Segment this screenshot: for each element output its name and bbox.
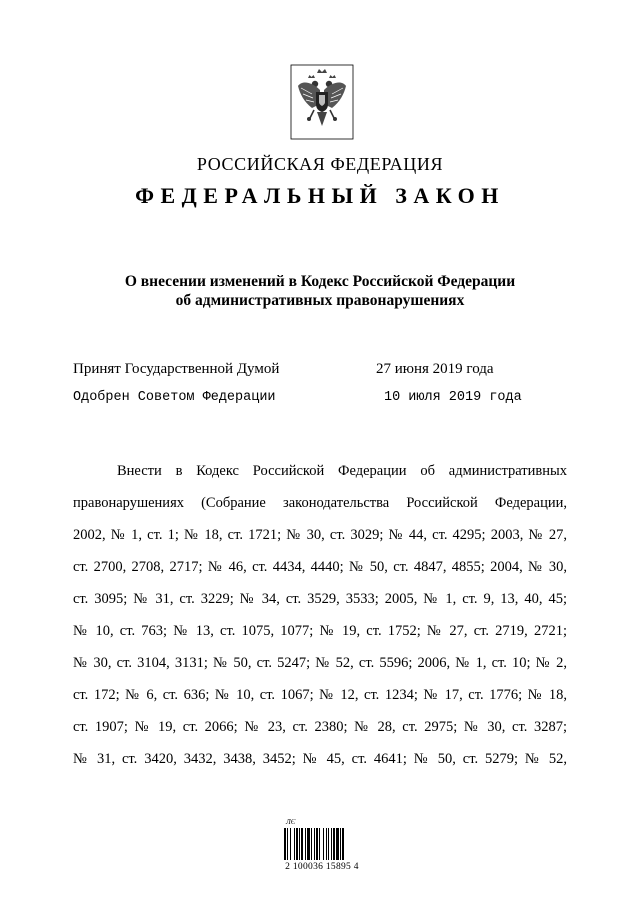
law-title-line-2: об административных правонарушениях <box>175 292 465 309</box>
body-line: правонарушениях (Собрание законодательства Российской Федерации, <box>73 495 567 511</box>
body-line: ст. 1907; № 19, ст. 2066; № 23, ст. 2380; № 28, ст. 2975; № 30, ст. 3287; <box>73 719 567 735</box>
body-line: ст. 3095; № 31, ст. 3229; № 34, ст. 3529, 3533; 2005, № 1, ст. 9, 13, 40, 45; <box>73 591 567 607</box>
body-line: Внести в Кодекс Российской Федерации об административных <box>117 463 567 479</box>
law-title <box>60 272 580 310</box>
approved-by-council-label: Одобрен Советом Федерации <box>73 390 276 405</box>
country-name: РОССИЙСКАЯ ФЕДЕРАЦИЯ <box>196 154 444 174</box>
barcode-block <box>280 818 364 878</box>
adopted-by-duma-label: Принят Государственной Думой <box>73 361 280 377</box>
body-line: № 10, ст. 763; № 13, ст. 1075, 1077; № 19, ст. 1752; № 27, ст. 2719, 2721; <box>73 623 567 639</box>
body-line: 2002, № 1, ст. 1; № 18, ст. 1721; № 30, ст. 3029; № 44, ст. 4295; 2003, № 27, <box>73 527 567 543</box>
barcode-handwritten-mark: ЛЄ <box>286 818 296 826</box>
barcode-number: 2 100036 15895 4 <box>285 862 359 872</box>
adopted-date: 27 июня 2019 года <box>376 361 494 377</box>
body-line: № 31, ст. 3420, 3432, 3438, 3452; № 45, ст. 4641; № 50, ст. 5279; № 52, <box>73 751 567 767</box>
approved-date: 10 июля 2019 года <box>384 390 522 405</box>
law-title-line-1: О внесении изменений в Кодекс Российской Федерации <box>124 273 516 290</box>
law-type-heading: ФЕДЕРАЛЬНЫЙ ЗАКОН <box>135 183 505 208</box>
body-line: № 30, ст. 3104, 3131; № 50, ст. 5247; № 52, ст. 5596; 2006, № 1, ст. 10; № 2, <box>73 655 567 671</box>
body-line: ст. 172; № 6, ст. 636; № 10, ст. 1067; № 12, ст. 1234; № 17, ст. 1776; № 18, <box>73 687 567 703</box>
russian-coat-of-arms-icon <box>290 64 354 140</box>
barcode-icon <box>280 828 364 860</box>
body-line: ст. 2700, 2708, 2717; № 46, ст. 4434, 4440; № 50, ст. 4847, 4855; 2004, № 30, <box>73 559 567 575</box>
